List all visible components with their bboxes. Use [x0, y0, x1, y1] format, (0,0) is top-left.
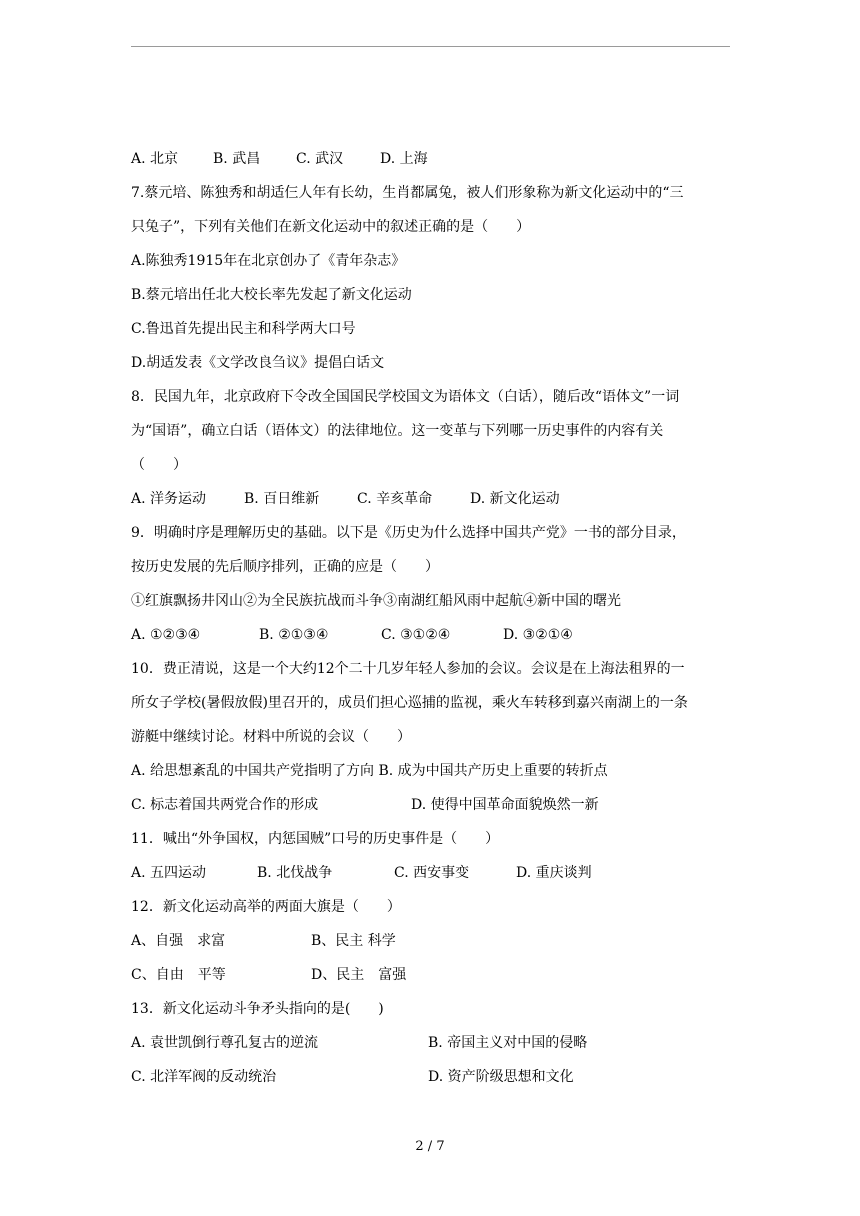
text-line: 为“国语”，确立白话（语体文）的法律地位。这一变革与下列哪一历史事件的内容有关: [131, 423, 664, 439]
text-line: 8．民国九年，北京政府下令改全国国民学校国文为语体文（白话），随后改“语体文”一词: [131, 389, 680, 405]
option-text: C. ③①②④: [381, 627, 451, 643]
text-line: 12．新文化运动高举的两面大旗是（ ）: [131, 899, 401, 915]
option-text: C、自由 平等: [131, 967, 226, 983]
option-row: [131, 618, 731, 652]
option-text: C. 北洋军阀的反动统治: [131, 1069, 277, 1085]
option-text: B. 帝国主义对中国的侵略: [428, 1035, 588, 1051]
option-text: A. 北京: [131, 151, 179, 167]
option-text: B、民主 科学: [311, 933, 396, 949]
option-text: B. ②①③④: [259, 627, 329, 643]
page-number: 2: [415, 1139, 424, 1154]
page-separator: /: [427, 1139, 433, 1154]
text-line: C.鲁迅首先提出民主和科学两大口号: [131, 321, 356, 337]
option-text: C. 西安事变: [394, 865, 470, 881]
text-line: 游艇中继续讨论。材料中所说的会议（ ）: [131, 729, 411, 745]
option-text: B. 北伐战争: [257, 865, 333, 881]
text-line: 9．明确时序是理解历史的基础。以下是《历史为什么选择中国共产党》一书的部分目录，: [131, 525, 686, 541]
option-row: [131, 958, 731, 992]
option-text: A、自强 求富: [131, 933, 226, 949]
text-line: 只兔子”，下列有关他们在新文化运动中的叙述正确的是（ ）: [131, 219, 531, 235]
option-row: [131, 856, 731, 890]
option-row: [131, 142, 731, 176]
text-line: 按历史发展的先后顺序排列，正确的应是（ ）: [131, 559, 439, 575]
option-text: B. 武昌: [213, 151, 261, 167]
option-text: A. 洋务运动: [131, 491, 207, 507]
option-row: [131, 1026, 731, 1060]
text-line: ①红旗飘扬井冈山②为全民族抗战而斗争③南湖红船风雨中起航④新中国的曙光: [131, 593, 621, 609]
page-total: 7: [436, 1139, 445, 1154]
option-text: D. ③②①④: [503, 627, 573, 643]
option-text: D. 使得中国革命面貌焕然一新: [411, 797, 599, 813]
document-body: [131, 142, 731, 1094]
text-line: （ ）: [131, 457, 187, 473]
option-text: A. 五四运动: [131, 865, 207, 881]
text-line: 13．新文化运动斗争矛头指向的是( ): [131, 1001, 384, 1017]
option-row: [131, 1060, 731, 1094]
option-text: A. 袁世凯倒行尊孔复古的逆流: [131, 1035, 319, 1051]
page-footer: [0, 1139, 860, 1154]
option-text: D. 重庆谈判: [516, 865, 592, 881]
text-line: B.蔡元培出任北大校长率先发起了新文化运动: [131, 287, 412, 303]
text-line: A.陈独秀1915年在北京创办了《青年杂志》: [131, 253, 406, 269]
option-text: D. 上海: [380, 151, 428, 167]
option-text: A. ①②③④: [131, 627, 201, 643]
option-row: [131, 482, 731, 516]
text-line: D.胡适发表《文学改良刍议》提倡白话文: [131, 355, 385, 371]
text-line: A. 给思想紊乱的中国共产党指明了方向 B. 成为中国共产历史上重要的转折点: [131, 763, 608, 779]
text-line: 10．费正清说，这是一个大约12个二十几岁年轻人参加的会议。会议是在上海法租界的一: [131, 661, 685, 677]
text-line: 7.蔡元培、陈独秀和胡适仨人年有长幼，生肖都属兔，被人们形象称为新文化运动中的“三: [131, 185, 684, 201]
option-text: C. 辛亥革命: [357, 491, 433, 507]
header-rule: [131, 46, 730, 47]
option-text: C. 标志着国共两党合作的形成: [131, 797, 319, 813]
option-row: [131, 788, 731, 822]
option-text: D. 新文化运动: [470, 491, 560, 507]
text-line: 11．喊出“外争国权，内惩国贼”口号的历史事件是（ ）: [131, 831, 500, 847]
option-text: D. 资产阶级思想和文化: [428, 1069, 574, 1085]
option-row: [131, 924, 731, 958]
text-line: 所女子学校(暑假放假)里召开的，成员们担心巡捕的监视，乘火车转移到嘉兴南湖上的一条: [131, 695, 688, 711]
option-text: B. 百日维新: [244, 491, 320, 507]
option-text: C. 武汉: [296, 151, 344, 167]
option-text: D、民主 富强: [311, 967, 407, 983]
